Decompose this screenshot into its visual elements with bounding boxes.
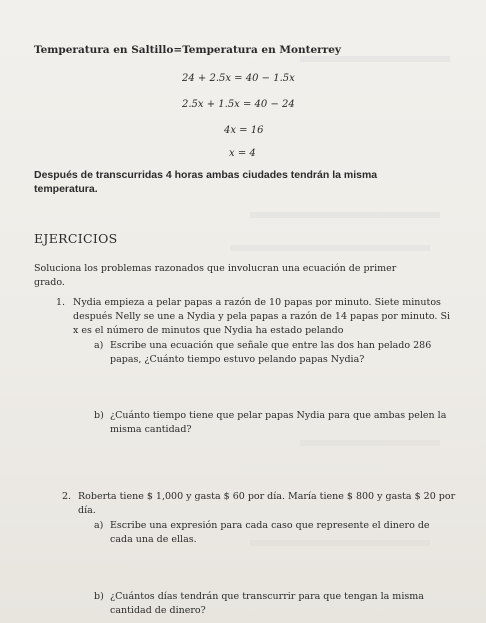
problem-2-a-line-1: Escribe una expresión para cada caso que represente el dinero de: [110, 520, 430, 531]
instruction-line-1: Soluciona los problemas razonados que involucran una ecuación de primer: [34, 263, 397, 274]
show-through-texture: [250, 212, 440, 218]
problem-1-b-letter: b): [94, 410, 104, 421]
problem-2-b-line-2: cantidad de dinero?: [110, 605, 206, 616]
conclusion-line-2: temperatura.: [34, 183, 98, 195]
problem-1-a-line-2: papas, ¿Cuánto tiempo estuvo pelando papas Nydia?: [110, 354, 365, 365]
problem-1-line-2: después Nelly se une a Nydia y pela papas a razón de 14 papas por minuto. Si: [73, 311, 451, 322]
section-title: EJERCICIOS: [34, 231, 118, 246]
problem-2-line-1: Roberta tiene $ 1,000 y gasta $ 60 por día. María tiene $ 800 y gasta $ 20 por: [78, 491, 456, 502]
problem-1-number: 1.: [56, 297, 66, 308]
problem-2-b-line-1: ¿Cuántos días tendrán que transcurrir para que tengan la misma: [110, 591, 424, 602]
problem-1-line-1: Nydia empieza a pelar papas a razón de 10 papas por minuto. Siete minutos: [73, 297, 441, 308]
equation-1: 24 + 2.5x = 40 − 1.5x: [182, 73, 295, 84]
problem-2-a-letter: a): [94, 520, 104, 531]
problem-2-b-letter: b): [94, 591, 104, 602]
show-through-texture: [250, 540, 430, 546]
problem-1-b-line-2: misma cantidad?: [110, 424, 192, 435]
heading: Temperatura en Saltillo=Temperatura en Monterrey: [34, 44, 342, 56]
problem-2-number: 2.: [62, 491, 72, 502]
problem-2-line-2: día.: [78, 505, 96, 516]
equation-3: 4x = 16: [224, 125, 264, 136]
problem-1-b-line-1: ¿Cuánto tiempo tiene que pelar papas Nydia para que ambas pelen la: [110, 410, 447, 421]
problem-1-a-line-1: Escribe una ecuación que señale que entre las dos han pelado 286: [110, 340, 432, 351]
show-through-texture: [300, 56, 450, 62]
problem-1-a-letter: a): [94, 340, 104, 351]
show-through-texture: [230, 245, 430, 251]
problem-1-line-3: x es el número de minutos que Nydia ha estado pelando: [73, 325, 344, 336]
conclusion-line-1: Después de transcurridas 4 horas ambas ciudades tendrán la misma: [34, 169, 378, 181]
problem-2-a-line-2: cada una de ellas.: [110, 534, 197, 545]
show-through-texture: [300, 440, 440, 446]
equation-4: x = 4: [229, 148, 256, 159]
equation-2: 2.5x + 1.5x = 40 − 24: [182, 99, 295, 110]
instruction-line-2: grado.: [34, 277, 65, 288]
